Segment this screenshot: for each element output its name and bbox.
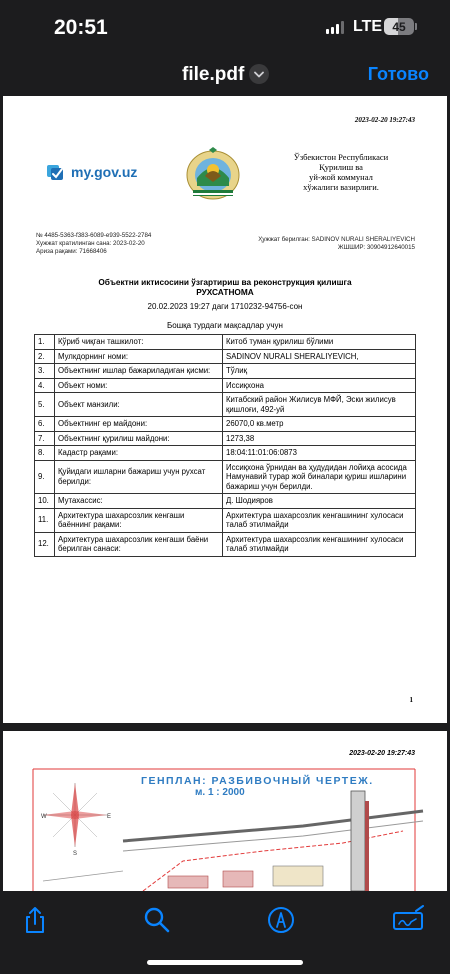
table-row: 9. Қуйидаги ишларни бажариш учун рухсат берилди: Иссиқхона ўрнидан ва ҳудудидан лойиҳа асосида Намунавий турар жой биналари қуриш ишларини бажариш учун берилди.	[35, 460, 416, 494]
plan-title: ГЕНПЛАН: РАЗБИВОЧНЫЙ ЧЕРТЕЖ.	[141, 775, 374, 787]
compass-east-label: E	[107, 814, 112, 820]
page-timestamp: 2023-02-20 19:27:43	[349, 750, 415, 757]
search-icon[interactable]	[142, 905, 172, 935]
plan-scale: м. 1 : 2000	[195, 787, 245, 798]
compass-rose-icon	[43, 783, 107, 847]
document-meta-left: № 4485-5363-f383-6089-e939-5522-2784 Хужжат кратилинган сана: 2023-02-20 Ариза рақами: 71668406	[36, 232, 152, 255]
document-title: РУХСАТНОМА	[196, 287, 254, 297]
status-bar	[0, 0, 450, 56]
compass-south-label: S	[73, 851, 78, 857]
document-heading: Объектни иктисосини ўзгартириш ва реконструкция қилишга	[98, 277, 352, 287]
site-plan-drawing	[3, 731, 447, 891]
state-emblem-icon	[183, 146, 243, 207]
sign-icon[interactable]	[392, 905, 422, 935]
battery-icon	[384, 18, 414, 35]
table-row: 11. Архитектура шахарсозлик кенгаши баённинг рақами: Архитектура шахарсозлик кенгашининг хулосаси талаб этилмайди	[35, 508, 416, 532]
permit-table	[34, 334, 416, 557]
document-purpose: Бошқа турдаги мақсадлар учун	[167, 321, 283, 330]
table-row: 10. Мутахассис: Д. Шодияров	[35, 494, 416, 509]
compass-west-label: W	[41, 814, 47, 820]
mygov-logo-text: my.gov.uz	[71, 164, 138, 180]
table-row: 6. Объектнинг ер майдони: 26070,0 кв.метр	[35, 417, 416, 432]
table-row: 2. Мулкдорнинг номи: SADINOV NURALI SHERALIYEVICH,	[35, 349, 416, 364]
pdf-page-1	[3, 96, 447, 723]
table-row: 4. Объект номи: Иссиқхона	[35, 378, 416, 393]
table-row: 1. Кўриб чиқган ташкилот: Китоб туман қурилиш бўлими	[35, 335, 416, 350]
mygov-logo-icon	[46, 162, 66, 182]
clock: 20:51	[54, 16, 108, 39]
file-title[interactable]: file.pdf	[182, 64, 245, 85]
ministry-name: Ўзбекистон Республикаси Қурилиш ва уй-жой коммунал хўжалиги вазирлиги.	[293, 152, 389, 192]
done-button[interactable]: Готово	[367, 64, 429, 84]
document-meta-right: Ҳужжат берилган: SADINOV NURALI SHERALIYEVICH ЖШШИР: 30904912640015	[258, 236, 415, 251]
battery-cap	[415, 23, 417, 30]
table-row: 12. Архитектура шахарсозлик кенгаши баёни берилган санаси: Архитектура шахарсозлик кенгашининг хулосаси талаб этилмайди	[35, 532, 416, 556]
table-row: 5. Объект манзили: Китабский район Жилисув МФЙ, Эски жилисув қишлоғи, 492-уй	[35, 393, 416, 417]
markup-icon[interactable]	[266, 905, 296, 935]
cellular-signal-icon	[326, 21, 344, 34]
battery-level: 45	[392, 19, 406, 34]
home-indicator[interactable]	[147, 960, 303, 965]
table-row: 3. Объектнинг ишлар бажариладиган қисми: Тўлиқ	[35, 364, 416, 379]
chevron-down-icon[interactable]	[249, 64, 269, 84]
mygov-logo	[46, 162, 137, 182]
table-row: 8. Кадастр рақами: 18:04:11:01:06:0873	[35, 446, 416, 461]
page-timestamp: 2023-02-20 19:27:43	[354, 116, 415, 124]
share-icon[interactable]	[20, 905, 50, 935]
document-number: 20.02.2023 19:27 даги 1710232-94756-сон	[147, 302, 303, 311]
table-row: 7. Объектнинг қурилиш майдони: 1273,38	[35, 431, 416, 446]
network-type: LTE	[353, 18, 383, 35]
page-number: 1	[409, 696, 413, 704]
nav-bar	[0, 56, 450, 96]
pdf-page-2	[3, 731, 447, 891]
